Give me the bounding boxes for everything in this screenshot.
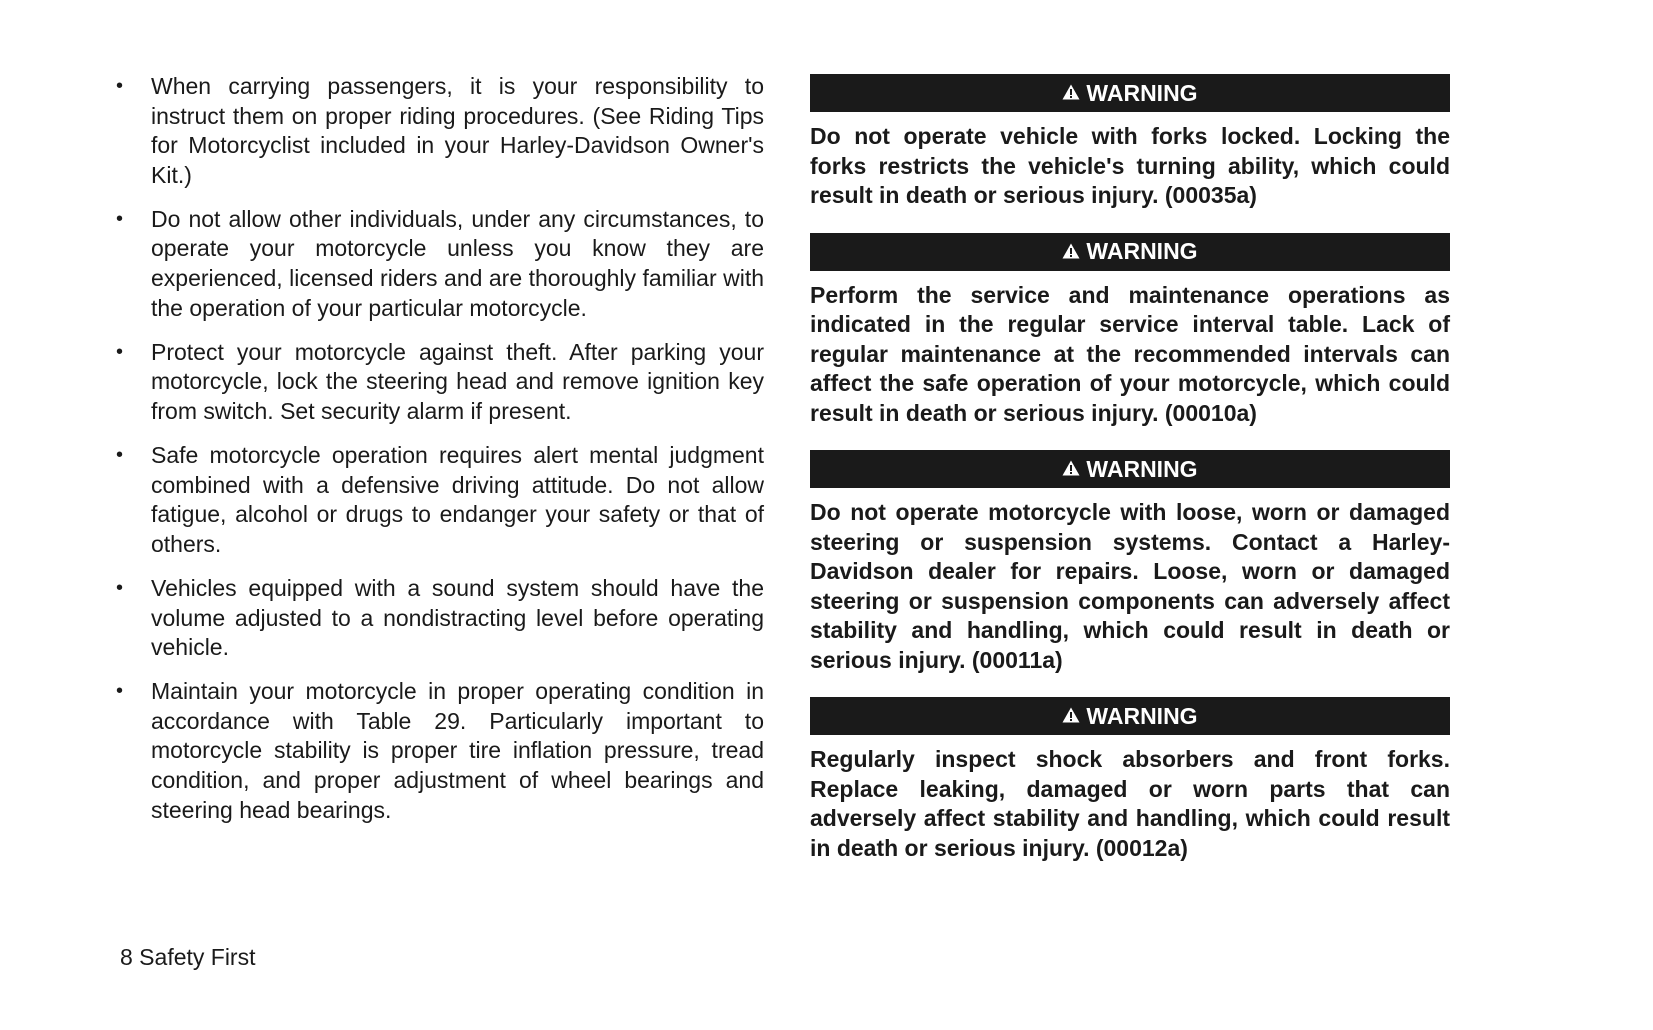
- warning-block: [810, 74, 1450, 211]
- bullet-item: [116, 338, 764, 427]
- warning-text: Do not operate motorcycle with loose, worn or damaged steering or suspension systems. Contact a Harley-Davidson dealer for repairs. Loose, worn or damaged steering or suspension components can adversely affect stability and handling, which could result in death or serious injury. (00011a): [810, 499, 1450, 673]
- bullet-dot: •: [116, 340, 124, 363]
- warning-label: WARNING: [1086, 238, 1198, 264]
- warning-text: Do not operate vehicle with forks locked. Locking the forks restricts the vehicle's turning ability, which could result in death or serious injury. (00035a): [810, 123, 1450, 208]
- bullet-item: [116, 441, 764, 559]
- warning-banner: [810, 74, 1450, 112]
- warning-block: [810, 233, 1450, 429]
- warning-banner: [810, 697, 1450, 735]
- bullet-text: Protect your motorcycle against theft. After parking your motorcycle, lock the steering head and remove ignition key from switch. Set security alarm if present.: [151, 338, 764, 424]
- warning-text: Perform the service and maintenance operations as indicated in the regular service interval table. Lack of regular maintenance at the recommended intervals can affect the safe operation of your motorcycle, which could result in death or serious injury. (00010a): [810, 281, 1450, 426]
- warning-label: WARNING: [1086, 702, 1198, 729]
- warning-block: [810, 450, 1450, 675]
- bullet-dot: •: [116, 576, 124, 599]
- bullet-text: When carrying passengers, it is your responsibility to instruct them on proper riding procedures. (See Riding Tips for Motorcyclist included in your Harley-Davidson Owner's Kit.): [151, 73, 764, 188]
- warning-text: Regularly inspect shock absorbers and front forks. Replace leaking, damaged or worn parts that can adversely affect stability and handling, which could result in death or serious injury. (00012a): [810, 746, 1450, 861]
- warning-triangle-icon: [1062, 707, 1080, 723]
- warning-triangle-icon: [1062, 243, 1080, 259]
- bullet-item: [116, 677, 764, 825]
- bullet-item: [116, 205, 764, 323]
- bullet-dot: •: [116, 207, 124, 230]
- bullet-item: [116, 574, 764, 663]
- bullet-text: Safe motorcycle operation requires alert mental judgment combined with a defensive driving attitude. Do not allow fatigue, alcohol or drugs to endanger your safety or that of others.: [151, 442, 764, 557]
- page-footer: 8 Safety First: [120, 944, 256, 970]
- bullet-dot: •: [116, 680, 124, 703]
- warning-triangle-icon: [1062, 460, 1080, 476]
- bullet-dot: •: [116, 444, 124, 467]
- bullet-text: Vehicles equipped with a sound system should have the volume adjusted to a nondistracting level before operating vehicle.: [151, 574, 764, 661]
- safety-bullet-list: [116, 72, 764, 825]
- warning-label: WARNING: [1086, 79, 1198, 106]
- bullet-text: Maintain your motorcycle in proper operating condition in accordance with Table 29. Particularly important to motorcycle stability is proper tire inflation pressure, tread condition, and proper adjustment of wheel bearings and steering head bearings.: [151, 678, 764, 823]
- warning-banner: [810, 450, 1450, 488]
- warning-banner: [810, 233, 1450, 271]
- warning-block: [810, 697, 1450, 863]
- warning-triangle-icon: [1062, 84, 1080, 100]
- warning-label: WARNING: [1086, 455, 1198, 482]
- bullet-text: Do not allow other individuals, under any circumstances, to operate your motorcycle unless you know they are experienced, licensed riders and are thoroughly familiar with the operation of your particular motorcycle.: [151, 205, 764, 321]
- right-column: [810, 74, 1450, 885]
- bullet-item: [116, 72, 764, 190]
- bullet-dot: •: [116, 75, 124, 97]
- left-column: [116, 72, 764, 840]
